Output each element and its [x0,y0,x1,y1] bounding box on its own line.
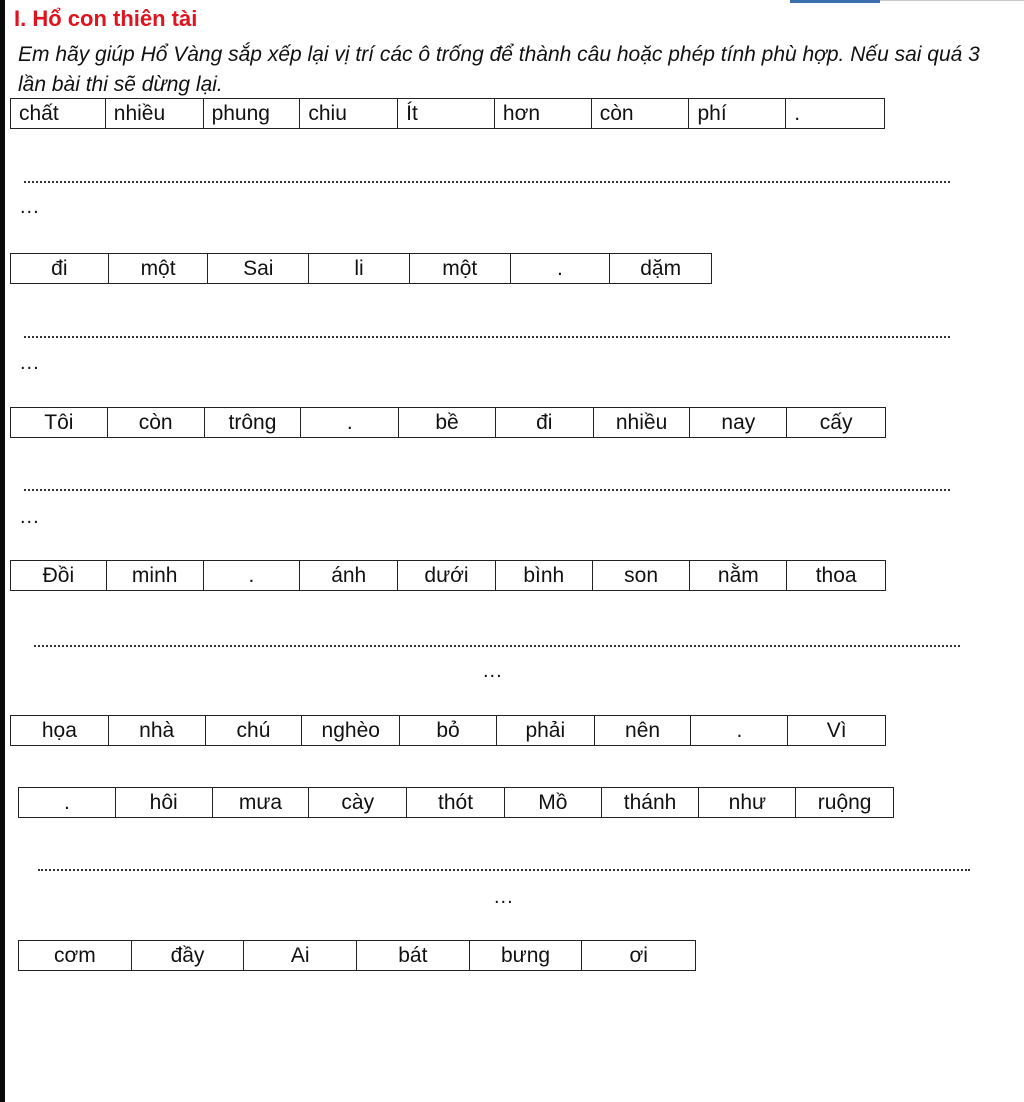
word-tile[interactable]: nằm [690,561,787,590]
top-divider-line [880,0,1024,1]
answer-line[interactable] [38,869,970,871]
answer-line[interactable] [34,645,960,647]
word-row-3 [10,407,886,438]
word-tile[interactable]: họa [11,716,109,745]
word-tile[interactable]: . [511,254,611,283]
ellipsis: ... [20,196,40,218]
word-tile[interactable]: một [109,254,209,283]
word-tile[interactable]: nhà [109,716,206,745]
word-tile[interactable]: Sai [208,254,309,283]
word-tile[interactable]: Mồ [505,788,602,817]
word-tile[interactable]: một [410,254,511,283]
word-tile[interactable]: nhiều [594,408,691,437]
word-tile[interactable]: bưng [470,941,583,970]
answer-line[interactable] [24,489,950,491]
word-tile[interactable]: nên [595,716,692,745]
word-tile[interactable]: đầy [132,941,245,970]
word-tile[interactable]: . [19,788,116,817]
left-border [0,0,5,1102]
word-tile[interactable]: minh [107,561,204,590]
word-tile[interactable]: như [699,788,796,817]
word-tile[interactable]: . [301,408,399,437]
word-tile[interactable]: bình [496,561,593,590]
word-row-6 [18,787,894,818]
ellipsis: ... [494,886,514,908]
word-tile[interactable]: thót [407,788,505,817]
answer-line[interactable] [24,181,950,183]
word-row-5 [10,715,886,746]
word-tile[interactable]: cấy [819,411,853,434]
word-row-4 [10,560,886,591]
word-tile[interactable]: còn [592,99,690,128]
ellipsis: ... [20,352,40,374]
word-tile[interactable]: ơi [629,944,648,967]
word-tile[interactable]: . [204,561,301,590]
ellipsis: ... [483,660,503,682]
word-tile[interactable]: bỏ [400,716,497,745]
word-tile[interactable]: đi [496,408,594,437]
word-tile[interactable]: hơn [495,99,592,128]
word-tile[interactable]: phí [689,99,786,128]
word-tile[interactable]: . [794,102,801,125]
word-tile[interactable]: li [309,254,410,283]
word-tile[interactable]: chú [206,716,303,745]
word-row-7 [18,940,696,971]
word-row-2 [10,253,712,284]
top-accent-line [790,0,880,3]
word-tile[interactable]: Ai [244,941,357,970]
word-tile[interactable]: nhiều [106,99,204,128]
word-tile[interactable]: cày [309,788,407,817]
word-tile[interactable]: trông [205,408,302,437]
word-tile[interactable]: chất [11,99,106,128]
word-tile[interactable]: chiu [300,99,398,128]
word-row-1 [10,98,885,129]
word-tile[interactable]: thoa [815,564,857,587]
word-tile[interactable]: Vì [826,719,847,742]
word-tile[interactable]: ruộng [817,791,872,814]
word-tile[interactable]: ánh [300,561,398,590]
word-tile[interactable]: đi [11,254,109,283]
word-tile[interactable]: Tôi [11,408,108,437]
instruction-text: Em hãy giúp Hổ Vàng sắp xếp lại vị trí các ô trống để thành câu hoặc phép tính phù hợp. Nếu sai quá 3 lần bài thi sẽ dừng lại. [18,43,980,96]
word-tile[interactable]: son [593,561,691,590]
word-tile[interactable]: thánh [602,788,700,817]
word-tile[interactable]: hôi [116,788,213,817]
word-tile[interactable]: dặm [640,257,682,280]
word-tile[interactable]: Ít [398,99,495,128]
word-tile[interactable]: phung [204,99,301,128]
answer-line[interactable] [24,336,950,338]
word-tile[interactable]: dưới [398,561,496,590]
word-tile[interactable]: Đồi [11,561,107,590]
word-tile[interactable]: bát [357,941,470,970]
word-tile[interactable]: mưa [213,788,310,817]
ellipsis: ... [20,506,40,528]
word-tile[interactable]: cơm [19,941,132,970]
word-tile[interactable]: . [691,716,788,745]
word-tile[interactable]: bề [399,408,496,437]
word-tile[interactable]: nghèo [302,716,400,745]
word-tile[interactable]: phải [497,716,595,745]
section-title: I. Hổ con thiên tài [14,6,198,31]
word-tile[interactable]: nay [690,408,787,437]
word-tile[interactable]: còn [108,408,205,437]
